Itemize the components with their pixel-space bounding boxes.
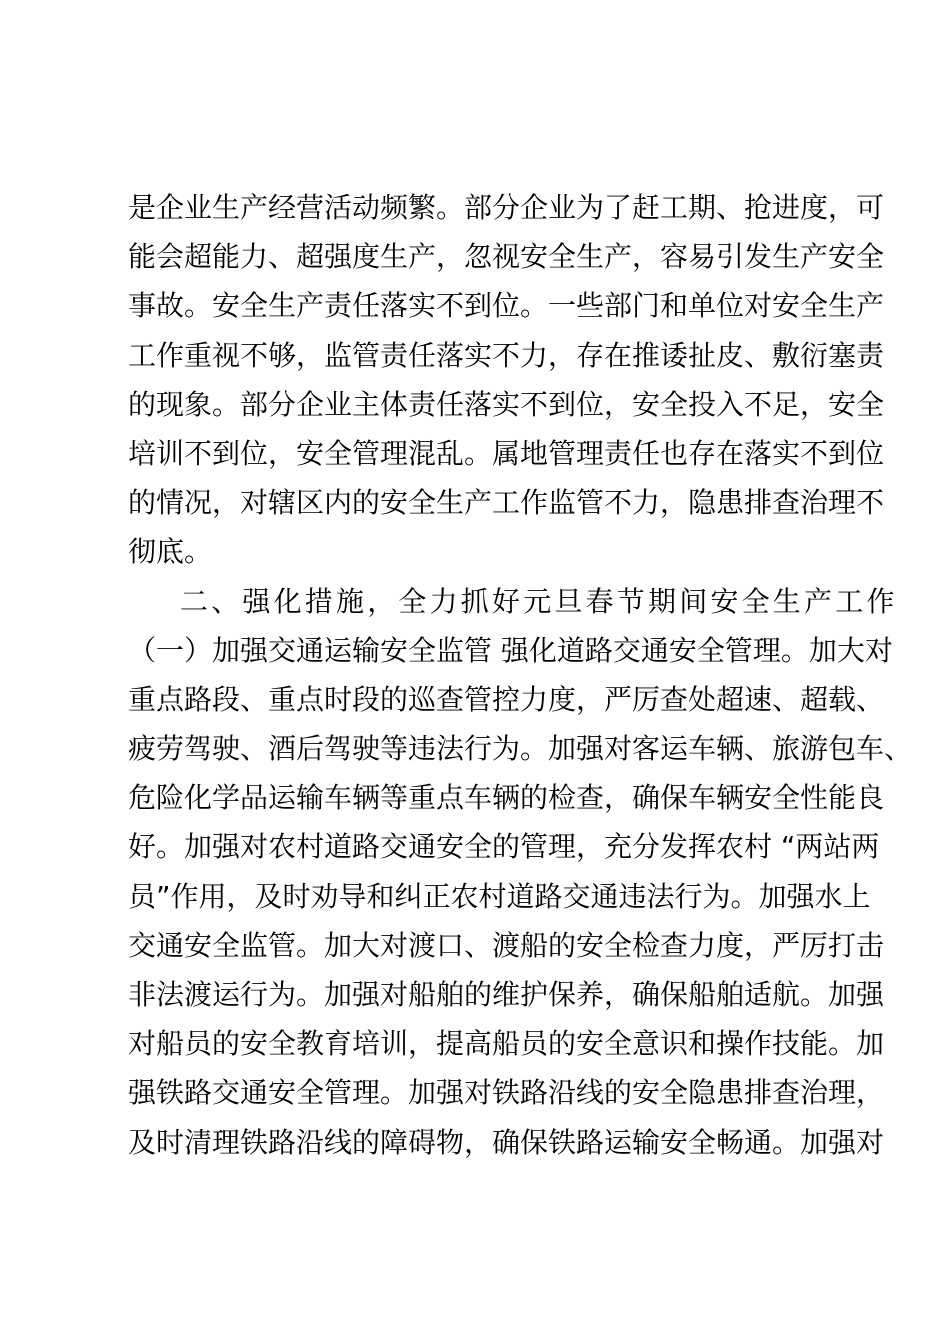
text-line: 对船员的安全教育培训，提高船员的安全意识和操作技能。加: [128, 1027, 885, 1061]
section-heading: 二、强化措施，全力抓好元旦春节期间安全生产工作: [180, 584, 898, 618]
text-line: 是企业生产经营活动频繁。部分企业为了赶工期、抢进度，可: [128, 191, 885, 224]
text-line: 非法渡运行为。加强对船舶的维护保养，确保船舶适航。加强: [128, 978, 885, 1011]
text-line: 工作重视不够，监管责任落实不力，存在推诿扯皮、敷衍塞责: [128, 338, 885, 372]
text-line: 强铁路交通安全管理。加强对铁路沿线的安全隐患排查治理，: [128, 1076, 885, 1110]
text-line: 事故。安全生产责任落实不到位。一些部门和单位对安全生产: [128, 289, 885, 323]
text-line: 能会超能力、超强度生产，忽视安全生产，容易引发生产安全: [128, 240, 885, 274]
text-line: 及时清理铁路沿线的障碍物，确保铁路运输安全畅通。加强对: [128, 1125, 885, 1159]
text-line: （一）加强交通运输安全监管 强化道路交通安全管理。加大对: [128, 633, 893, 667]
text-line: 交通安全监管。加大对渡口、渡船的安全检查力度，严厉打击: [128, 928, 885, 962]
text-line: 危险化学品运输车辆等重点车辆的检查，确保车辆安全性能良: [128, 781, 885, 815]
text-line: 重点路段、重点时段的巡查管控力度，严厉查处超速、超载、: [128, 682, 885, 716]
body-text: [128, 183, 913, 1167]
text-line: 好。加强对农村道路交通安全的管理，充分发挥农村 “两站两: [128, 830, 880, 864]
text-line: 员”作用，及时劝导和纠正农村道路交通违法行为。加强水上: [128, 879, 871, 913]
text-line: 彻底。: [128, 535, 213, 569]
text-line: 培训不到位，安全管理混乱。属地管理责任也存在落实不到位: [128, 436, 885, 470]
text-line: 的情况，对辖区内的安全生产工作监管不力，隐患排查治理不: [128, 486, 885, 520]
text-line: 的现象。部分企业主体责任落实不到位，安全投入不足，安全: [128, 387, 885, 421]
text-line: 疲劳驾驶、酒后驾驶等违法行为。加强对客运车辆、旅游包车、: [128, 732, 913, 766]
